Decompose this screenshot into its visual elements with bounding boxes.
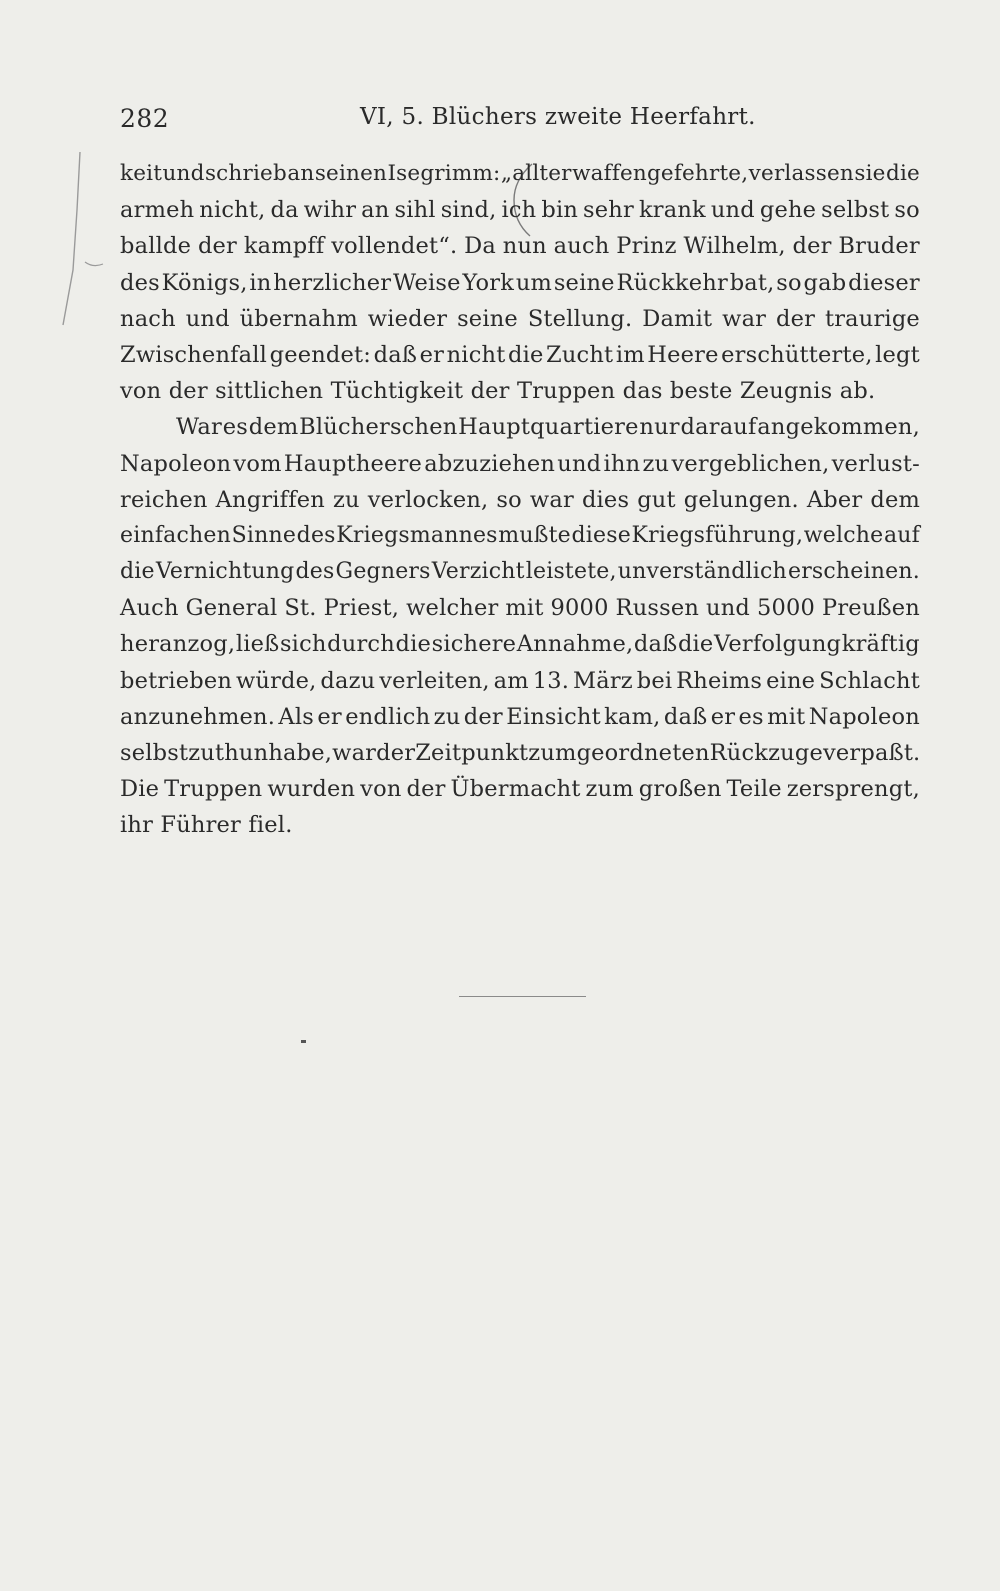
page-header [120,104,920,144]
text-line: keit und schrieb an seinen Isegrimm: „allter waffengefehrte, verlassen sie die [120,161,920,186]
text-line: nach und übernahm wieder seine Stellung. Damit war der traurige [120,305,920,332]
text-line: Napoleon vom Hauptheere abzuziehen und ihn zu vergeblichen, verlust- [120,450,920,477]
section-end-rule [459,996,586,997]
text-line: War es dem Blücherschen Hauptquartiere nur darauf angekommen, [176,414,920,441]
text-line: betrieben würde, dazu verleiten, am 13. März bei Rheims eine Schlacht [120,667,920,694]
running-head: VI, 5. Blüchers zweite Heerfahrt. [360,104,756,130]
text-line: ihr Führer fiel. [120,812,293,839]
text-line: selbst zu thun habe, war der Zeitpunkt zum geordneten Rückzuge verpaßt. [120,740,921,766]
text-line: Zwischenfall geendet: daß er nicht die Zucht im Heere erschütterte, legt [120,341,920,368]
text-line: ballde der kampff vollendet“. Da nun auch Prinz Wilhelm, der Bruder [120,233,920,260]
text-line: reichen Angriffen zu verlocken, so war dies gut gelungen. Aber dem [120,486,920,513]
text-line: heranzog, ließ sich durch die sichere Annahme, daß die Verfolgung kräftig [120,631,920,658]
page-number: 282 [120,104,170,133]
text-line: anzunehmen. Als er endlich zu der Einsicht kam, daß er es mit Napoleon [120,703,920,730]
text-line: des Königs, in herzlicher Weise York um seine Rückkehr bat, so gab dieser [120,269,920,296]
text-line: Auch General St. Priest, welcher mit 9000 Russen und 5000 Preußen [120,595,920,622]
pencil-margin-mark-icon [55,150,115,340]
text-line: die Vernichtung des Gegners Verzicht leistete, unverständlich erscheinen. [120,559,920,585]
body-text [120,156,920,844]
text-line: von der sittlichen Tüchtigkeit der Truppen das beste Zeugnis ab. [120,378,876,405]
ink-speck [301,1040,306,1043]
text-line: einfachen Sinne des Kriegsmannes mußte diese Kriegsführung, welche auf [120,522,920,548]
text-line: armeh nicht, da wihr an sihl sind, ich bin sehr krank und gehe selbst so [120,197,920,224]
text-line: Die Truppen wurden von der Übermacht zum großen Teile zersprengt, [120,776,920,803]
